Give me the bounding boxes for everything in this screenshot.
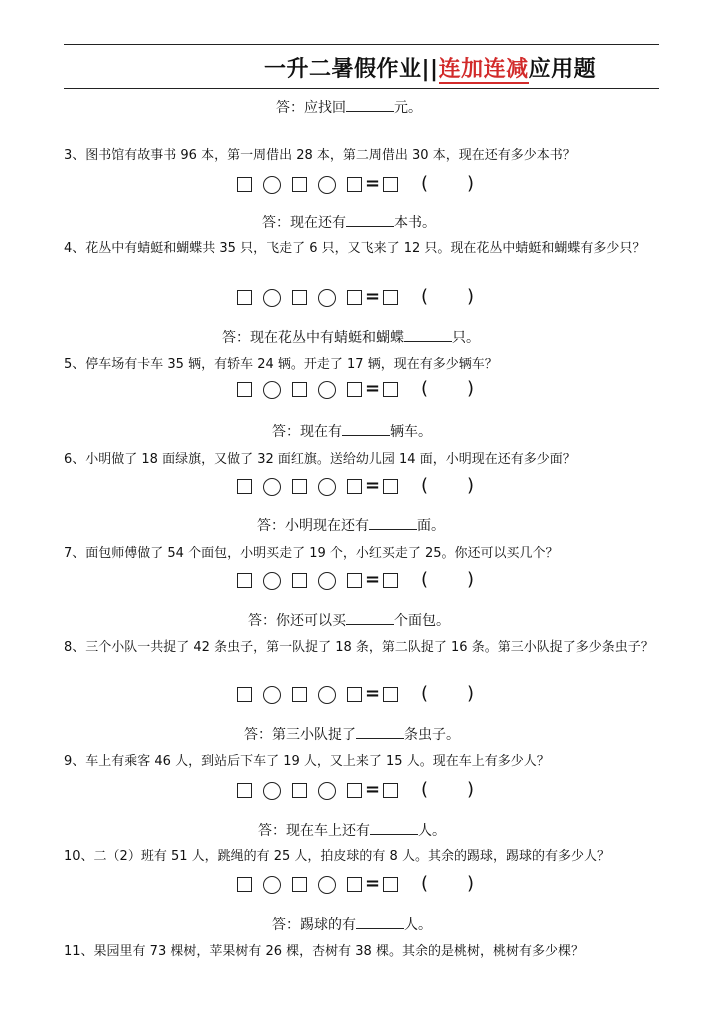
blank-square-box[interactable]: [292, 573, 307, 588]
answer-line-3: 答：现在还有 本书。: [262, 215, 436, 231]
page-title: [264, 52, 596, 83]
operator-circle[interactable]: [263, 381, 281, 399]
equation-template-5: [237, 378, 497, 401]
equals-sign: =: [365, 475, 381, 496]
answer-line-4: 答：现在花丛中有蜻蜓和蝴蝶 只。: [222, 330, 480, 346]
answer-blank[interactable]: [370, 822, 418, 835]
operator-circle[interactable]: [263, 572, 281, 590]
open-paren: (: [421, 475, 429, 496]
close-paren: ): [467, 779, 475, 800]
blank-square-box[interactable]: [383, 573, 398, 588]
blank-square-box[interactable]: [347, 573, 362, 588]
equals-sign: =: [365, 683, 381, 704]
open-paren: (: [421, 779, 429, 800]
answer-blank[interactable]: [346, 99, 394, 112]
header-top-rule: [64, 44, 659, 45]
close-paren: ): [467, 286, 475, 307]
open-paren: (: [421, 286, 429, 307]
question-3: 3、图书馆有故事书 96 本，第一周借出 28 本，第二周借出 30 本，现在还有多少本书？: [64, 148, 576, 163]
open-paren: (: [421, 873, 429, 894]
operator-circle[interactable]: [263, 478, 281, 496]
answer-blank[interactable]: [404, 329, 452, 342]
blank-square-box[interactable]: [347, 877, 362, 892]
blank-square-box[interactable]: [383, 783, 398, 798]
blank-square-box[interactable]: [237, 479, 252, 494]
operator-circle[interactable]: [318, 782, 336, 800]
blank-square-box[interactable]: [237, 687, 252, 702]
answer-blank[interactable]: [346, 612, 394, 625]
answer-line-6: 答：小明现在还有 面。: [257, 518, 445, 534]
equation-template-7: [237, 569, 497, 592]
close-paren: ): [467, 873, 475, 894]
equals-sign: =: [365, 173, 381, 194]
header-bottom-rule: [64, 88, 659, 89]
operator-circle[interactable]: [318, 176, 336, 194]
question-9: 9、车上有乘客 46 人，到站后下车了 19 人，又上来了 15 人。现在车上有多少人？: [64, 754, 550, 769]
page-header: [64, 46, 659, 86]
answer-blank[interactable]: [356, 726, 404, 739]
operator-circle[interactable]: [263, 876, 281, 894]
equals-sign: =: [365, 569, 381, 590]
blank-square-box[interactable]: [347, 479, 362, 494]
blank-square-box[interactable]: [292, 382, 307, 397]
operator-circle[interactable]: [318, 572, 336, 590]
blank-square-box[interactable]: [237, 382, 252, 397]
answer-blank[interactable]: [356, 916, 404, 929]
question-6: 6、小明做了 18 面绿旗，又做了 32 面红旗。送给幼儿园 14 面，小明现在还有多少面？: [64, 452, 576, 467]
answer-line-7: 答：你还可以买 个面包。: [248, 613, 450, 629]
blank-square-box[interactable]: [292, 877, 307, 892]
blank-square-box[interactable]: [292, 177, 307, 192]
question-10: 10、二（2）班有 51 人，跳绳的有 25 人，拍皮球的有 8 人。其余的踢球，踢球的有多少人？: [64, 849, 610, 864]
open-paren: (: [421, 569, 429, 590]
operator-circle[interactable]: [318, 289, 336, 307]
blank-square-box[interactable]: [383, 479, 398, 494]
operator-circle[interactable]: [318, 478, 336, 496]
open-paren: (: [421, 683, 429, 704]
equation-template-10: [237, 873, 497, 896]
blank-square-box[interactable]: [383, 687, 398, 702]
blank-square-box[interactable]: [347, 382, 362, 397]
equation-template-6: [237, 475, 497, 498]
blank-square-box[interactable]: [383, 290, 398, 305]
operator-circle[interactable]: [318, 876, 336, 894]
close-paren: ): [467, 173, 475, 194]
equals-sign: =: [365, 286, 381, 307]
answer-line-10: 答：踢球的有 人。: [272, 917, 432, 933]
title-highlight: 连加连减: [438, 57, 529, 82]
equals-sign: =: [365, 873, 381, 894]
close-paren: ): [467, 683, 475, 704]
question-7: 7、面包师傅做了 54 个面包，小明买走了 19 个，小红买走了 25。你还可以买几个？: [64, 546, 559, 561]
open-paren: (: [421, 173, 429, 194]
blank-square-box[interactable]: [292, 783, 307, 798]
blank-square-box[interactable]: [237, 573, 252, 588]
operator-circle[interactable]: [263, 782, 281, 800]
blank-square-box[interactable]: [237, 290, 252, 305]
blank-square-box[interactable]: [237, 877, 252, 892]
equals-sign: =: [365, 779, 381, 800]
blank-square-box[interactable]: [292, 290, 307, 305]
blank-square-box[interactable]: [347, 783, 362, 798]
blank-square-box[interactable]: [237, 783, 252, 798]
open-paren: (: [421, 378, 429, 399]
blank-square-box[interactable]: [383, 382, 398, 397]
answer-line-5: 答：现在有 辆车。: [272, 424, 432, 440]
blank-square-box[interactable]: [347, 687, 362, 702]
blank-square-box[interactable]: [383, 177, 398, 192]
close-paren: ): [467, 378, 475, 399]
question-8: 8、三个小队一共捉了 42 条虫子，第一队捉了 18 条，第二队捉了 16 条。第三小队捉了多少条虫子？: [64, 640, 654, 655]
answer-blank[interactable]: [346, 214, 394, 227]
blank-square-box[interactable]: [237, 177, 252, 192]
answer-line-top: 答：应找回 元。: [276, 100, 422, 116]
blank-square-box[interactable]: [347, 290, 362, 305]
answer-line-9: 答：现在车上还有 人。: [258, 823, 446, 839]
equation-template-8: [237, 683, 497, 706]
operator-circle[interactable]: [263, 176, 281, 194]
question-4: 4、花丛中有蜻蜓和蝴蝶共 35 只，飞走了 6 只，又飞来了 12 只。现在花丛中蜻蜓和蝴蝶有多少只？: [64, 241, 646, 256]
operator-circle[interactable]: [318, 686, 336, 704]
blank-square-box[interactable]: [347, 177, 362, 192]
title-suffix: 应用题: [528, 57, 597, 82]
question-5: 5、停车场有卡车 35 辆，有轿车 24 辆。开走了 17 辆，现在有多少辆车？: [64, 357, 498, 372]
answer-blank[interactable]: [369, 517, 417, 530]
question-11: 11、果园里有 73 棵树，苹果树有 26 棵，杏树有 38 棵。其余的是桃树，桃树有多少棵？: [64, 944, 584, 959]
equation-template-9: [237, 779, 497, 802]
operator-circle[interactable]: [263, 686, 281, 704]
answer-line-8: 答：第三小队捉了 条虫子。: [244, 727, 460, 743]
blank-square-box[interactable]: [292, 687, 307, 702]
equation-template-3: [237, 173, 497, 196]
close-paren: ): [467, 569, 475, 590]
blank-square-box[interactable]: [383, 877, 398, 892]
title-prefix: 一升二暑假作业||: [264, 57, 439, 82]
operator-circle[interactable]: [318, 381, 336, 399]
equals-sign: =: [365, 378, 381, 399]
blank-square-box[interactable]: [292, 479, 307, 494]
operator-circle[interactable]: [263, 289, 281, 307]
equation-template-4: [237, 286, 497, 309]
close-paren: ): [467, 475, 475, 496]
answer-blank[interactable]: [342, 423, 390, 436]
